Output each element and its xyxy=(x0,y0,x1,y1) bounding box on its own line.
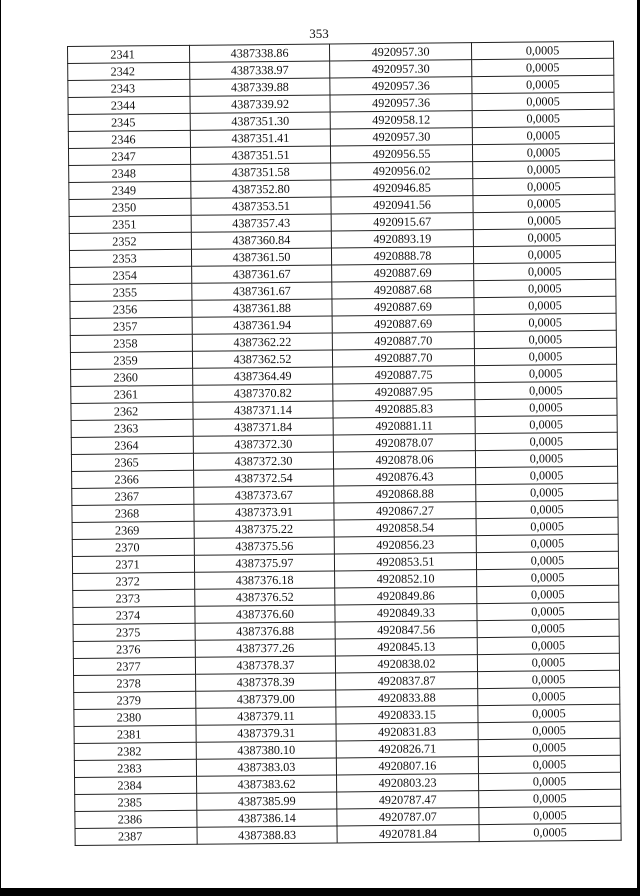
x-coordinate-cell: 4387338.86 xyxy=(189,44,329,62)
page-number: 353 xyxy=(309,26,329,41)
value-cell: 0,0005 xyxy=(472,75,614,93)
value-cell: 0,0005 xyxy=(477,602,619,620)
x-coordinate-cell: 4387361.67 xyxy=(192,265,332,283)
y-coordinate-cell: 4920868.88 xyxy=(334,485,476,503)
y-coordinate-cell: 4920787.07 xyxy=(337,808,479,826)
value-cell: 0,0005 xyxy=(478,755,620,773)
document-page xyxy=(1,0,637,888)
point-number-cell: 2362 xyxy=(71,402,193,420)
value-cell: 0,0005 xyxy=(475,432,617,450)
point-number-cell: 2342 xyxy=(68,62,190,80)
value-cell: 0,0005 xyxy=(473,211,615,229)
x-coordinate-cell: 4387376.18 xyxy=(195,571,335,589)
y-coordinate-cell: 4920915.67 xyxy=(331,213,473,231)
y-coordinate-cell: 4920956.02 xyxy=(331,162,473,180)
y-coordinate-cell: 4920833.15 xyxy=(336,706,478,724)
coordinates-table xyxy=(67,41,622,846)
x-coordinate-cell: 4387361.94 xyxy=(192,316,332,334)
point-number-cell: 2377 xyxy=(73,657,195,675)
y-coordinate-cell: 4920941.56 xyxy=(331,196,473,214)
x-coordinate-cell: 4387364.49 xyxy=(193,367,333,385)
x-coordinate-cell: 4387339.92 xyxy=(190,95,330,113)
point-number-cell: 2368 xyxy=(72,504,194,522)
value-cell: 0,0005 xyxy=(474,330,616,348)
x-coordinate-cell: 4387383.03 xyxy=(196,758,336,776)
y-coordinate-cell: 4920826.71 xyxy=(336,740,478,758)
x-coordinate-cell: 4387352.80 xyxy=(191,180,331,198)
x-coordinate-cell: 4387370.82 xyxy=(193,384,333,402)
y-coordinate-cell: 4920852.10 xyxy=(335,570,477,588)
point-number-cell: 2348 xyxy=(69,164,191,182)
value-cell: 0,0005 xyxy=(478,670,620,688)
y-coordinate-cell: 4920957.30 xyxy=(329,43,471,61)
y-coordinate-cell: 4920885.83 xyxy=(333,400,475,418)
value-cell: 0,0005 xyxy=(479,806,621,824)
point-number-cell: 2341 xyxy=(68,45,190,63)
value-cell: 0,0005 xyxy=(476,466,618,484)
x-coordinate-cell: 4387385.99 xyxy=(197,792,337,810)
value-cell: 0,0005 xyxy=(476,500,618,518)
value-cell: 0,0005 xyxy=(476,534,618,552)
y-coordinate-cell: 4920838.02 xyxy=(335,655,477,673)
point-number-cell: 2353 xyxy=(69,249,191,267)
point-number-cell: 2373 xyxy=(73,589,195,607)
point-number-cell: 2386 xyxy=(75,810,197,828)
y-coordinate-cell: 4920867.27 xyxy=(334,502,476,520)
x-coordinate-cell: 4387351.30 xyxy=(190,112,330,130)
x-coordinate-cell: 4387388.83 xyxy=(197,826,337,844)
value-cell: 0,0005 xyxy=(474,279,616,297)
y-coordinate-cell: 4920876.43 xyxy=(334,468,476,486)
point-number-cell: 2360 xyxy=(71,368,193,386)
y-coordinate-cell: 4920887.95 xyxy=(333,383,475,401)
x-coordinate-cell: 4387361.88 xyxy=(192,299,332,317)
value-cell: 0,0005 xyxy=(473,245,615,263)
point-number-cell: 2365 xyxy=(71,453,193,471)
point-number-cell: 2374 xyxy=(73,606,195,624)
x-coordinate-cell: 4387379.11 xyxy=(196,707,336,725)
point-number-cell: 2375 xyxy=(73,623,195,641)
y-coordinate-cell: 4920887.70 xyxy=(332,349,474,367)
point-number-cell: 2384 xyxy=(75,776,197,794)
x-coordinate-cell: 4387361.67 xyxy=(192,282,332,300)
y-coordinate-cell: 4920887.68 xyxy=(332,281,474,299)
value-cell: 0,0005 xyxy=(476,483,618,501)
value-cell: 0,0005 xyxy=(475,381,617,399)
x-coordinate-cell: 4387353.51 xyxy=(191,197,331,215)
y-coordinate-cell: 4920893.19 xyxy=(331,230,473,248)
point-number-cell: 2358 xyxy=(70,334,192,352)
y-coordinate-cell: 4920837.87 xyxy=(336,672,478,690)
value-cell: 0,0005 xyxy=(472,143,614,161)
y-coordinate-cell: 4920887.75 xyxy=(333,366,475,384)
point-number-cell: 2371 xyxy=(72,555,194,573)
value-cell: 0,0005 xyxy=(475,449,617,467)
value-cell: 0,0005 xyxy=(479,789,621,807)
y-coordinate-cell: 4920881.11 xyxy=(333,417,475,435)
point-number-cell: 2347 xyxy=(68,147,190,165)
x-coordinate-cell: 4387339.88 xyxy=(190,78,330,96)
y-coordinate-cell: 4920946.85 xyxy=(331,179,473,197)
point-number-cell: 2357 xyxy=(70,317,192,335)
x-coordinate-cell: 4387377.26 xyxy=(195,639,335,657)
point-number-cell: 2372 xyxy=(73,572,195,590)
value-cell: 0,0005 xyxy=(473,228,615,246)
x-coordinate-cell: 4387386.14 xyxy=(197,809,337,827)
point-number-cell: 2343 xyxy=(68,79,190,97)
point-number-cell: 2350 xyxy=(69,198,191,216)
value-cell: 0,0005 xyxy=(471,41,613,59)
point-number-cell: 2349 xyxy=(69,181,191,199)
point-number-cell: 2369 xyxy=(72,521,194,539)
y-coordinate-cell: 4920887.70 xyxy=(332,332,474,350)
y-coordinate-cell: 4920831.83 xyxy=(336,723,478,741)
y-coordinate-cell: 4920956.55 xyxy=(330,145,472,163)
y-coordinate-cell: 4920888.78 xyxy=(331,247,473,265)
value-cell: 0,0005 xyxy=(474,313,616,331)
point-number-cell: 2345 xyxy=(68,113,190,131)
point-number-cell: 2380 xyxy=(74,708,196,726)
y-coordinate-cell: 4920856.23 xyxy=(334,536,476,554)
x-coordinate-cell: 4387351.58 xyxy=(191,163,331,181)
x-coordinate-cell: 4387373.67 xyxy=(194,486,334,504)
x-coordinate-cell: 4387379.31 xyxy=(196,724,336,742)
value-cell: 0,0005 xyxy=(474,347,616,365)
point-number-cell: 2351 xyxy=(69,215,191,233)
x-coordinate-cell: 4387379.00 xyxy=(196,690,336,708)
y-coordinate-cell: 4920887.69 xyxy=(332,315,474,333)
point-number-cell: 2381 xyxy=(74,725,196,743)
y-coordinate-cell: 4920787.47 xyxy=(337,791,479,809)
y-coordinate-cell: 4920849.33 xyxy=(335,604,477,622)
x-coordinate-cell: 4387373.91 xyxy=(194,503,334,521)
value-cell: 0,0005 xyxy=(474,262,616,280)
x-coordinate-cell: 4387362.52 xyxy=(192,350,332,368)
y-coordinate-cell: 4920807.16 xyxy=(336,757,478,775)
value-cell: 0,0005 xyxy=(478,721,620,739)
y-coordinate-cell: 4920957.30 xyxy=(330,128,472,146)
x-coordinate-cell: 4387351.51 xyxy=(190,146,330,164)
value-cell: 0,0005 xyxy=(474,296,616,314)
value-cell: 0,0005 xyxy=(476,551,618,569)
coordinates-table-wrap xyxy=(67,41,621,846)
x-coordinate-cell: 4387380.10 xyxy=(196,741,336,759)
point-number-cell: 2385 xyxy=(75,793,197,811)
x-coordinate-cell: 4387371.14 xyxy=(193,401,333,419)
x-coordinate-cell: 4387357.43 xyxy=(191,214,331,232)
value-cell: 0,0005 xyxy=(473,160,615,178)
point-number-cell: 2366 xyxy=(72,470,194,488)
value-cell: 0,0005 xyxy=(478,687,620,705)
value-cell: 0,0005 xyxy=(472,126,614,144)
value-cell: 0,0005 xyxy=(475,364,617,382)
value-cell: 0,0005 xyxy=(477,653,619,671)
y-coordinate-cell: 4920957.36 xyxy=(330,94,472,112)
value-cell: 0,0005 xyxy=(477,619,619,637)
y-coordinate-cell: 4920887.69 xyxy=(332,264,474,282)
point-number-cell: 2382 xyxy=(74,742,196,760)
x-coordinate-cell: 4387376.88 xyxy=(195,622,335,640)
point-number-cell: 2364 xyxy=(71,436,193,454)
point-number-cell: 2378 xyxy=(74,674,196,692)
x-coordinate-cell: 4387351.41 xyxy=(190,129,330,147)
value-cell: 0,0005 xyxy=(478,738,620,756)
y-coordinate-cell: 4920845.13 xyxy=(335,638,477,656)
y-coordinate-cell: 4920847.56 xyxy=(335,621,477,639)
y-coordinate-cell: 4920833.88 xyxy=(336,689,478,707)
y-coordinate-cell: 4920878.07 xyxy=(333,434,475,452)
x-coordinate-cell: 4387372.30 xyxy=(193,435,333,453)
y-coordinate-cell: 4920781.84 xyxy=(337,825,479,843)
value-cell: 0,0005 xyxy=(473,194,615,212)
x-coordinate-cell: 4387378.39 xyxy=(196,673,336,691)
point-number-cell: 2346 xyxy=(68,130,190,148)
x-coordinate-cell: 4387361.50 xyxy=(191,248,331,266)
y-coordinate-cell: 4920849.86 xyxy=(335,587,477,605)
y-coordinate-cell: 4920957.36 xyxy=(330,77,472,95)
point-number-cell: 2356 xyxy=(70,300,192,318)
point-number-cell: 2379 xyxy=(74,691,196,709)
value-cell: 0,0005 xyxy=(478,704,620,722)
point-number-cell: 2352 xyxy=(69,232,191,250)
value-cell: 0,0005 xyxy=(476,517,618,535)
value-cell: 0,0005 xyxy=(479,823,621,841)
point-number-cell: 2383 xyxy=(74,759,196,777)
value-cell: 0,0005 xyxy=(473,177,615,195)
point-number-cell: 2363 xyxy=(71,419,193,437)
x-coordinate-cell: 4387376.60 xyxy=(195,605,335,623)
x-coordinate-cell: 4387360.84 xyxy=(191,231,331,249)
x-coordinate-cell: 4387378.37 xyxy=(195,656,335,674)
y-coordinate-cell: 4920957.30 xyxy=(330,60,472,78)
value-cell: 0,0005 xyxy=(475,398,617,416)
value-cell: 0,0005 xyxy=(475,415,617,433)
point-number-cell: 2370 xyxy=(72,538,194,556)
value-cell: 0,0005 xyxy=(479,772,621,790)
point-number-cell: 2376 xyxy=(73,640,195,658)
x-coordinate-cell: 4387383.62 xyxy=(197,775,337,793)
coordinates-table-body xyxy=(68,41,622,845)
x-coordinate-cell: 4387362.22 xyxy=(192,333,332,351)
point-number-cell: 2387 xyxy=(75,827,197,845)
x-coordinate-cell: 4387371.84 xyxy=(193,418,333,436)
x-coordinate-cell: 4387338.97 xyxy=(190,61,330,79)
x-coordinate-cell: 4387375.56 xyxy=(194,537,334,555)
value-cell: 0,0005 xyxy=(477,636,619,654)
y-coordinate-cell: 4920858.54 xyxy=(334,519,476,537)
point-number-cell: 2359 xyxy=(70,351,192,369)
point-number-cell: 2344 xyxy=(68,96,190,114)
y-coordinate-cell: 4920853.51 xyxy=(334,553,476,571)
point-number-cell: 2354 xyxy=(70,266,192,284)
x-coordinate-cell: 4387376.52 xyxy=(195,588,335,606)
value-cell: 0,0005 xyxy=(472,58,614,76)
x-coordinate-cell: 4387375.97 xyxy=(194,554,334,572)
y-coordinate-cell: 4920878.06 xyxy=(333,451,475,469)
point-number-cell: 2361 xyxy=(71,385,193,403)
y-coordinate-cell: 4920887.69 xyxy=(332,298,474,316)
x-coordinate-cell: 4387375.22 xyxy=(194,520,334,538)
value-cell: 0,0005 xyxy=(472,92,614,110)
value-cell: 0,0005 xyxy=(477,568,619,586)
value-cell: 0,0005 xyxy=(477,585,619,603)
point-number-cell: 2355 xyxy=(70,283,192,301)
value-cell: 0,0005 xyxy=(472,109,614,127)
x-coordinate-cell: 4387372.54 xyxy=(194,469,334,487)
x-coordinate-cell: 4387372.30 xyxy=(193,452,333,470)
y-coordinate-cell: 4920803.23 xyxy=(337,774,479,792)
y-coordinate-cell: 4920958.12 xyxy=(330,111,472,129)
point-number-cell: 2367 xyxy=(72,487,194,505)
